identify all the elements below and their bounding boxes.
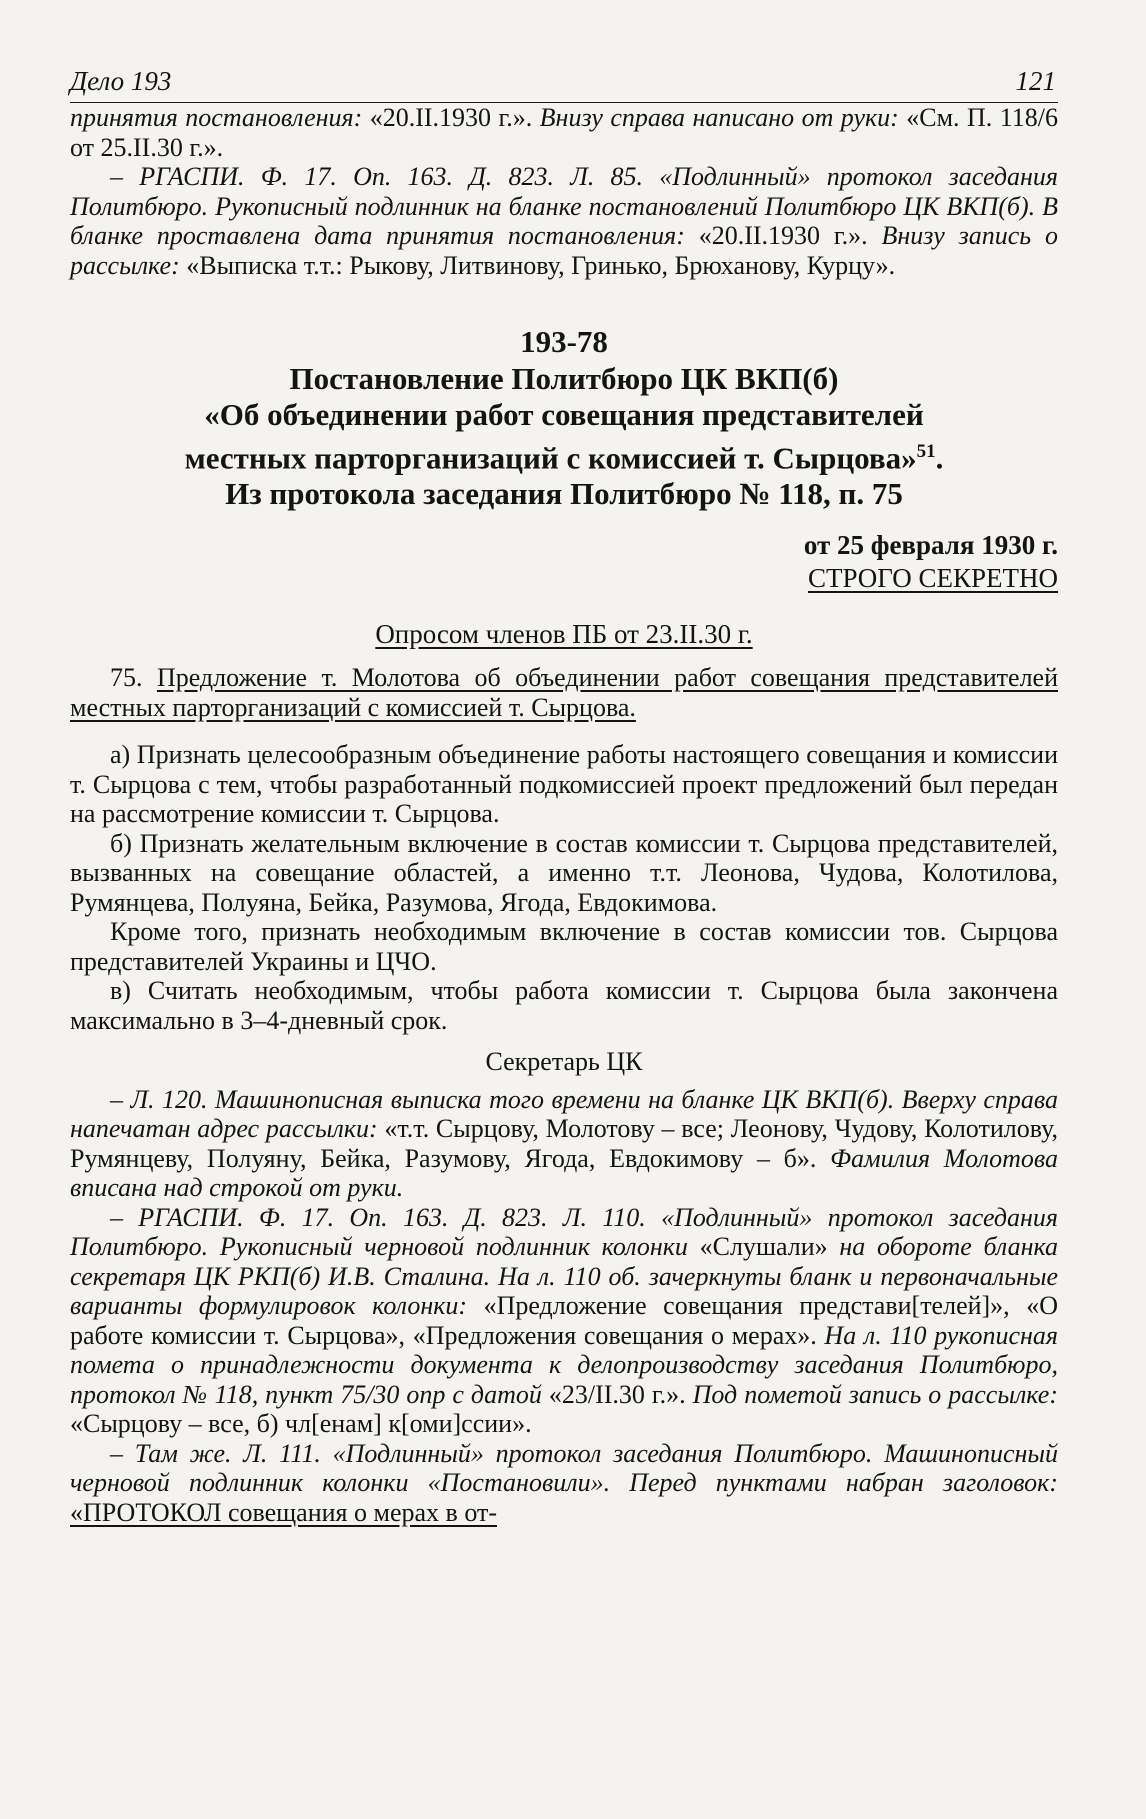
classification-text: СТРОГО СЕКРЕТНО xyxy=(807,563,1058,594)
note-italic: – РГАСПИ. Ф. 17. Оп. 163. Д. 823. Л. 85. «Подлинный» протокол заседания Политбюро. Рукописный подлинник на бланке постановлений Политбюро ЦК ВКП(б). В бланке проставлена дата принятия постановления: xyxy=(70,162,1058,250)
note-bottom-2 xyxy=(70,1203,1058,1439)
document-title xyxy=(70,324,1058,513)
item-heading: Предложение т. Молотова об объединении работ совещания представителей местных парторганизаций с комиссией т. Сырцова. xyxy=(70,663,1058,722)
decision-a: а) Признать целесообразным объединение работы настоящего совещания и комиссии т. Сырцова с тем, чтобы разработанный подкомиссией проект предложений был передан на рассмотрение комиссии т. Сырцова. xyxy=(70,740,1058,829)
note-quote: «Выписка т.т.: Рыкову, Литвинову, Гринько, Брюханову, Курцу». xyxy=(186,250,896,280)
note-top-2 xyxy=(70,162,1058,280)
title-line-3-end: . xyxy=(935,439,944,475)
note-quote: «Слушали» xyxy=(699,1232,828,1262)
file-number: Дело 193 xyxy=(70,66,172,96)
poll-line xyxy=(70,620,1058,650)
document-body xyxy=(70,103,1058,1527)
note-bottom-3 xyxy=(70,1439,1058,1528)
note-italic: – Л. 120. Машинописная выписка того времени на бланке ЦК ВКП(б). Вверху справа напечатан адрес рассылки: xyxy=(70,1084,1058,1144)
decision-b: б) Признать желательным включение в состав комиссии т. Сырцова представителей, вызванных на совещание областей, а именно т.т. Леонова, Чудова, Колотилова, Румянцева, Полуяна, Бейка, Разумова, Ягода, Евдокимова. xyxy=(70,828,1058,917)
note-top-1 xyxy=(70,103,1058,162)
item-number: 75. xyxy=(110,663,157,693)
running-header xyxy=(70,62,1058,103)
title-line-3 xyxy=(70,434,1058,477)
signature: Секретарь ЦК xyxy=(485,1047,643,1077)
note-italic: На л. 110 рукописная помета о принадлежности документа к делопроизводству заседания Политбюро, протокол № 118, пункт 75/30 опр с датой xyxy=(70,1320,1059,1409)
title-line-4: Из протокола заседания Политбюро № 118, п. 75 xyxy=(225,476,903,512)
note-italic: Внизу запись о рассылке: xyxy=(70,221,1058,280)
note-italic: принятия постановления: xyxy=(70,103,370,132)
footnote-ref: 51 xyxy=(916,440,936,462)
document-date: от 25 февраля 1930 г. xyxy=(803,529,1058,560)
decision-b-addition: Кроме того, признать необходимым включение в состав комиссии тов. Сырцова представителей Украины и ЦЧО. xyxy=(70,917,1058,976)
note-italic: – РГАСПИ. Ф. 17. Оп. 163. Д. 823. Л. 110. «Подлинный» протокол заседания Политбюро. Рукописный черновой подлинник колонки xyxy=(70,1202,1058,1262)
classification-stamp xyxy=(70,564,1058,594)
note-quote: «Сырцову – все, б) чл[енам] к[оми]ссии». xyxy=(70,1409,532,1439)
note-italic: Фамилия Молотова вписана над строкой от руки. xyxy=(70,1143,1058,1203)
title-line-2: «Об объединении работ совещания представителей xyxy=(204,397,924,432)
note-bottom-1 xyxy=(70,1085,1058,1203)
note-italic: Внизу справа написано от руки: xyxy=(532,103,907,132)
note-quote: «20.II.1930 г.». xyxy=(698,221,868,250)
title-line-3-text: местных парторганизаций с комиссией т. Сырцова» xyxy=(184,439,917,475)
note-quote: «20.II.1930 г.». xyxy=(369,103,533,132)
note-italic: на обороте бланка секретаря ЦК РКП(б) И.В. Сталина. На л. 110 об. зачеркнуты бланк и первоначальные варианты формулировок колонки: xyxy=(70,1232,1058,1321)
page-number: 121 xyxy=(1015,66,1056,96)
poll-text: Опросом членов ПБ от 23.II.30 г. xyxy=(375,618,753,649)
agenda-item xyxy=(70,663,1058,722)
note-italic: Под пометой запись о рассылке: xyxy=(685,1379,1058,1409)
note-quote: «См. П. 118/6 от 25.II.30 г.». xyxy=(70,103,1058,162)
decision-c: в) Считать необходимым, чтобы работа комиссии т. Сырцова была закончена максимально в 3–4-дневный срок. xyxy=(70,976,1058,1035)
note-quote-underlined: «ПРОТОКОЛ совещания о мерах в от- xyxy=(70,1497,497,1527)
note-quote: «23/II.30 г.». xyxy=(548,1379,686,1409)
note-quote: «Предложение совещания представи[телей]», «О работе комиссии т. Сырцова», «Предложения совещания о мерах». xyxy=(70,1291,1058,1350)
note-italic: – Там же. Л. 111. «Подлинный» протокол заседания Политбюро. Машинописный черновой подлинник колонки «Постановили». Перед пунктами набран заголовок: xyxy=(70,1438,1058,1498)
note-quote: «т.т. Сырцову, Молотову – все; Леонову, Чудову, Колотилову, Румянцеву, Полуяну, Бейка, Разумову, Ягода, Евдокимову – б». xyxy=(70,1114,1058,1173)
page-content xyxy=(70,62,1058,1527)
document-number: 193-78 xyxy=(520,324,608,359)
title-line-1: Постановление Политбюро ЦК ВКП(б) xyxy=(289,360,839,396)
